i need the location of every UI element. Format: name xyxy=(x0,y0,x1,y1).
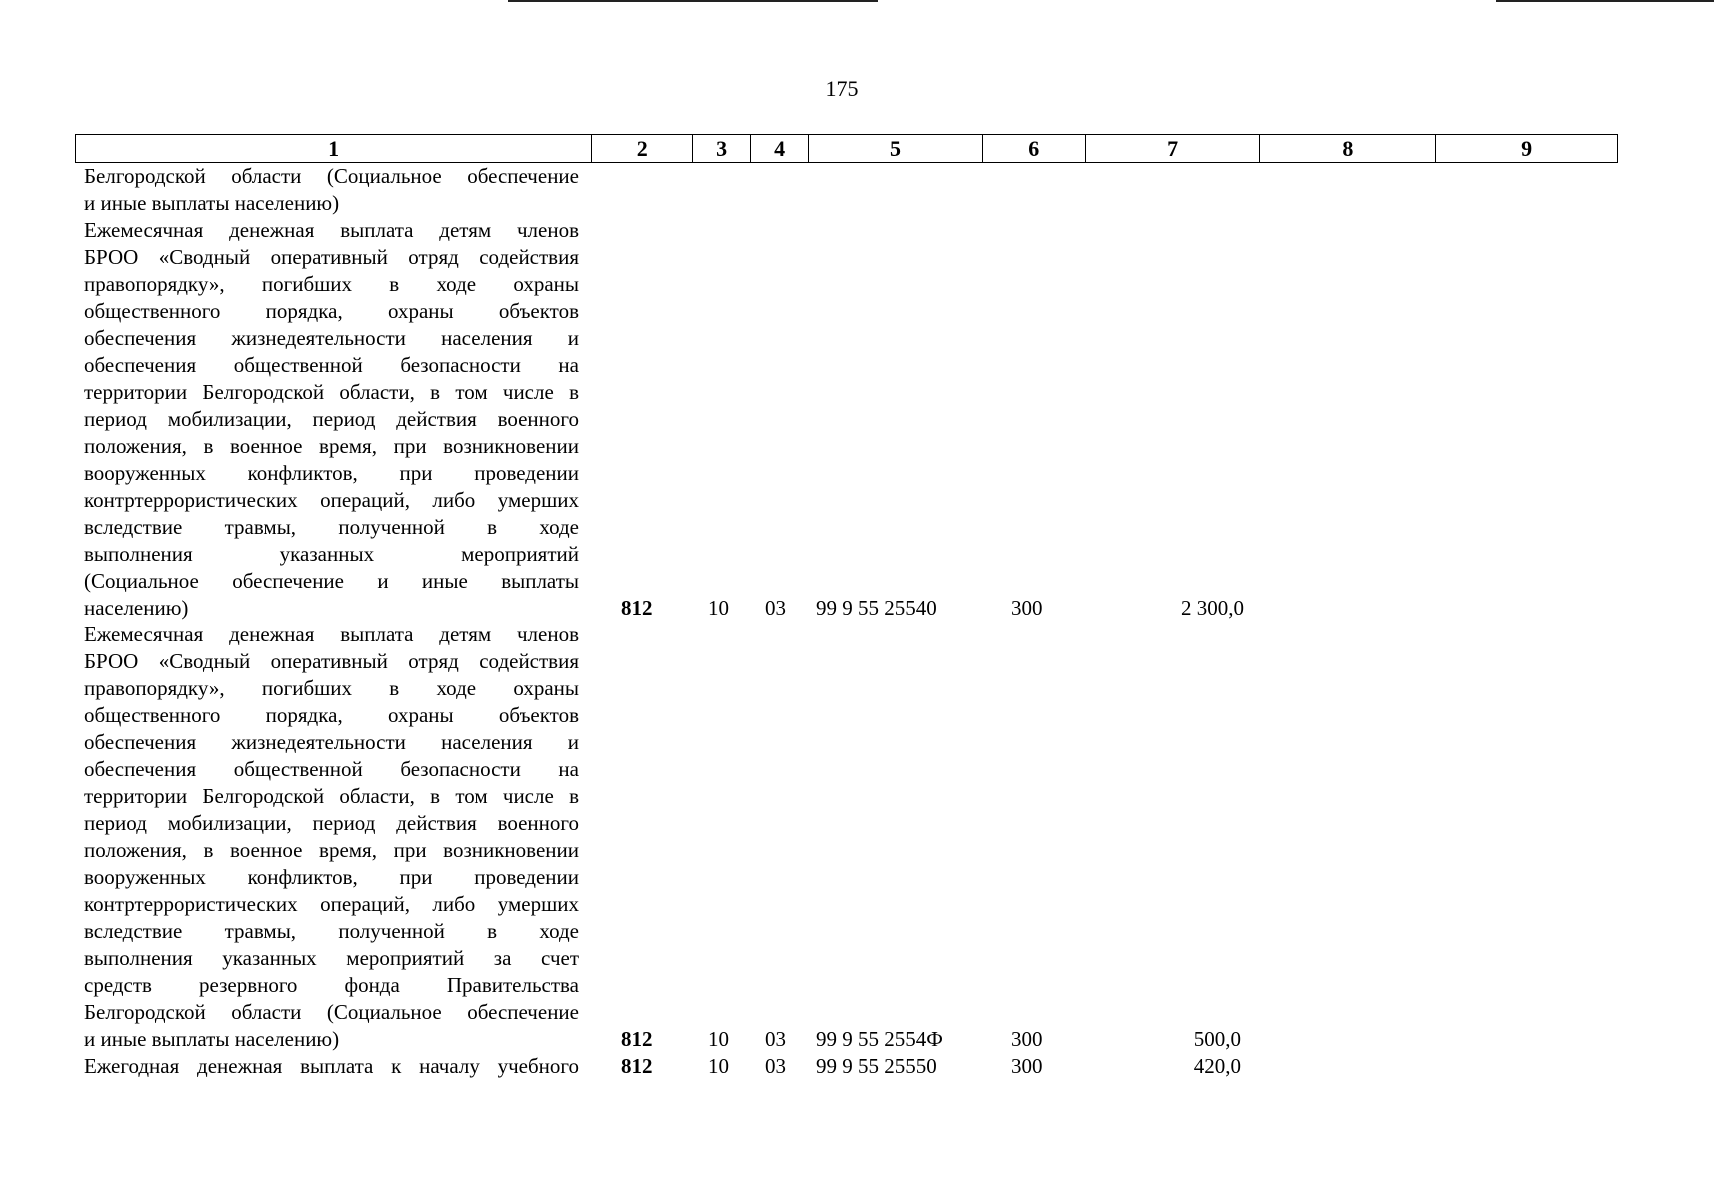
description-line: вооруженных конфликтов, при проведении xyxy=(84,461,579,485)
cell-col5: 99 9 55 2554Ф xyxy=(816,1027,943,1051)
description-line: и иные выплаты населению) xyxy=(84,1027,340,1051)
column-header-2: 2 xyxy=(592,135,693,162)
row-description xyxy=(84,621,579,1053)
description-line: средств резервного фонда Правительства xyxy=(84,973,579,997)
column-header-3: 3 xyxy=(693,135,751,162)
cell-col6: 300 xyxy=(1011,596,1043,620)
description-line: период мобилизации, период действия военного xyxy=(84,407,579,431)
description-line: территории Белгородской области, в том числе в xyxy=(84,784,579,808)
column-header-4: 4 xyxy=(751,135,809,162)
description-line: правопорядку», погибших в ходе охраны xyxy=(84,272,579,296)
description-line: контртеррористических операций, либо умерших xyxy=(84,892,579,916)
cell-col3: 10 xyxy=(708,1054,729,1078)
column-header-6: 6 xyxy=(983,135,1086,162)
cell-col6: 300 xyxy=(1011,1054,1043,1078)
cell-col2: 812 xyxy=(621,596,653,620)
cell-col7: 420,0 xyxy=(1193,1054,1241,1078)
description-line: Белгородской области (Социальное обеспечение xyxy=(84,1000,579,1024)
scan-artifact-line xyxy=(508,0,878,2)
description-line: обеспечения общественной безопасности на xyxy=(84,353,579,377)
cell-col2: 812 xyxy=(621,1054,653,1078)
description-line: вооруженных конфликтов, при проведении xyxy=(84,865,579,889)
description-line: период мобилизации, период действия военного xyxy=(84,811,579,835)
row-description xyxy=(84,1053,579,1080)
description-line: обеспечения жизнедеятельности населения и xyxy=(84,730,579,754)
row-description xyxy=(84,217,579,622)
description-line: положения, в военное время, при возникновении xyxy=(84,838,579,862)
description-line: выполнения указанных мероприятий xyxy=(84,542,579,566)
page-number: 175 xyxy=(825,76,859,101)
cell-col7: 500,0 xyxy=(1193,1027,1241,1051)
cell-col4: 03 xyxy=(765,1054,786,1078)
description-line: (Социальное обеспечение и иные выплаты xyxy=(84,569,579,593)
row-description xyxy=(84,163,579,217)
description-line: обеспечения жизнедеятельности населения и xyxy=(84,326,579,350)
description-line: вследствие травмы, полученной в ходе xyxy=(84,515,579,539)
cell-col4: 03 xyxy=(765,1027,786,1051)
description-line: Ежемесячная денежная выплата детям членов xyxy=(84,218,579,242)
description-line: БРОО «Сводный оперативный отряд содействия xyxy=(84,245,579,269)
column-header-8: 8 xyxy=(1260,135,1436,162)
description-line: территории Белгородской области, в том числе в xyxy=(84,380,579,404)
cell-col4: 03 xyxy=(765,596,786,620)
cell-col6: 300 xyxy=(1011,1027,1043,1051)
cell-col7: 2 300,0 xyxy=(1181,596,1244,620)
column-header-9: 9 xyxy=(1521,136,1533,161)
description-line: правопорядку», погибших в ходе охраны xyxy=(84,676,579,700)
cell-col3: 10 xyxy=(708,596,729,620)
scan-artifact-line xyxy=(1496,0,1714,2)
column-header-7: 7 xyxy=(1086,135,1261,162)
cell-col5: 99 9 55 25540 xyxy=(816,596,937,620)
cell-col2: 812 xyxy=(621,1027,653,1051)
description-line: выполнения указанных мероприятий за счет xyxy=(84,946,579,970)
description-line: обеспечения общественной безопасности на xyxy=(84,757,579,781)
description-line: населению) xyxy=(84,596,189,620)
column-header-1: 1 xyxy=(76,135,592,162)
cell-col5: 99 9 55 25550 xyxy=(816,1054,937,1078)
description-line: Ежегодная денежная выплата к началу учебного xyxy=(84,1054,579,1078)
table-header-row xyxy=(75,134,1618,163)
description-line: общественного порядка, охраны объектов xyxy=(84,299,579,323)
description-line: БРОО «Сводный оперативный отряд содействия xyxy=(84,649,579,673)
column-header-5: 5 xyxy=(809,135,983,162)
description-line: положения, в военное время, при возникновении xyxy=(84,434,579,458)
description-line: контртеррористических операций, либо умерших xyxy=(84,488,579,512)
description-line: Ежемесячная денежная выплата детям членов xyxy=(84,622,579,646)
cell-col3: 10 xyxy=(708,1027,729,1051)
description-line: вследствие травмы, полученной в ходе xyxy=(84,919,579,943)
description-line: общественного порядка, охраны объектов xyxy=(84,703,579,727)
description-line: Белгородской области (Социальное обеспечение xyxy=(84,164,579,188)
description-line: и иные выплаты населению) xyxy=(84,191,340,215)
